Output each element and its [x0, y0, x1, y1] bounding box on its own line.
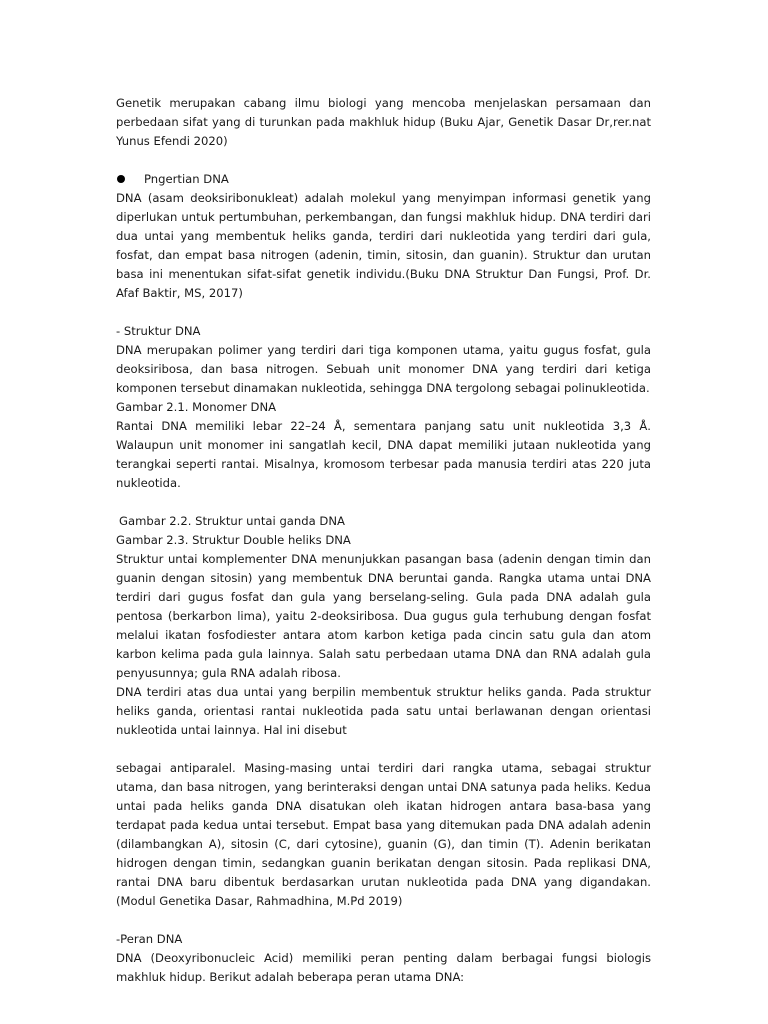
struktur-paragraph-3: Struktur untai komplementer DNA menunjukkan pasangan basa (adenin dengan timin dan guanin dengan sitosin) yang membentuk DNA beruntai ganda. Rangka utama untai DNA terdiri dari gugus fosfat dan gula yang berselang-seling. Gula pada DNA adalah gula pentosa (berkarbon lima), yaitu 2-deoksiribosa. Dua gugus gula terhubung dengan fosfat melalui ikatan fosfodiester antara atom karbon ketiga pada cincin satu gula dan atom karbon kelima pada gula lainnya. Salah satu perbedaan utama DNA dan RNA adalah gula penyusunnya; gula RNA adalah ribosa.: [116, 552, 651, 680]
figure-caption-2-1: Gambar 2.1. Monomer DNA: [116, 400, 277, 414]
spacer: [116, 493, 651, 512]
dna-definition-paragraph: DNA (asam deoksiribonukleat) adalah molekul yang menyimpan informasi genetik yang diperlukan untuk pertumbuhan, perkembangan, dan fungsi makhluk hidup. DNA terdiri dari dua untai yang membentuk heliks ganda, terdiri dari nukleotida yang terdiri dari gula, fosfat, dan empat basa nitrogen (adenin, timin, sitosin, dan guanin). Struktur dan urutan basa ini menentukan sifat-sifat genetik individu.(Buku DNA Struktur Dan Fungsi, Prof. Dr. Afaf Baktir, MS, 2017): [116, 191, 651, 300]
peran-paragraph-1: DNA (Deoxyribonucleic Acid) memiliki peran penting dalam berbagai fungsi biologis makhluk hidup. Berikut adalah beberapa peran utama DNA:: [116, 951, 651, 984]
bullet-item: [116, 170, 651, 189]
intro-paragraph: Genetik merupakan cabang ilmu biologi yang mencoba menjelaskan persamaan dan perbedaan sifat yang di turunkan pada makhluk hidup (Buku Ajar, Genetik Dasar Dr,rer.nat Yunus Efendi 2020): [116, 96, 651, 148]
struktur-heading: - Struktur DNA: [116, 324, 201, 338]
struktur-paragraph-4: DNA terdiri atas dua untai yang berpilin membentuk struktur heliks ganda. Pada struktur heliks ganda, orientasi rantai nukleotida pada satu untai berlawanan dengan orientasi nukleotida untai lainnya. Hal ini disebut: [116, 685, 651, 737]
figure-caption-2-3: Gambar 2.3. Struktur Double heliks DNA: [116, 533, 351, 547]
document-page: [116, 94, 651, 987]
bullet-icon: [117, 175, 125, 183]
bullet-heading: Pngertian DNA: [144, 172, 229, 186]
peran-heading: -Peran DNA: [116, 932, 183, 946]
spacer: [116, 151, 651, 170]
figure-caption-2-2: Gambar 2.2. Struktur untai ganda DNA: [119, 514, 345, 528]
spacer: [116, 303, 651, 322]
struktur-paragraph-1: DNA merupakan polimer yang terdiri dari tiga komponen utama, yaitu gugus fosfat, gula deoksiribosa, dan basa nitrogen. Sebuah unit monomer DNA yang terdiri dari ketiga komponen tersebut dinamakan nukleotida, sehingga DNA tergolong sebagai polinukleotida.: [116, 343, 651, 395]
spacer: [116, 911, 651, 930]
spacer: [116, 740, 651, 759]
struktur-paragraph-2: Rantai DNA memiliki lebar 22–24 Å, sementara panjang satu unit nukleotida 3,3 Å. Walaupun unit monomer ini sangatlah kecil, DNA dapat memiliki jutaan nukleotida yang terangkai seperti rantai. Misalnya, kromosom terbesar pada manusia terdiri atas 220 juta nukleotida.: [116, 419, 651, 490]
struktur-paragraph-5: sebagai antiparalel. Masing-masing untai terdiri dari rangka utama, sebagai struktur utama, dan basa nitrogen, yang berinteraksi dengan untai DNA satunya pada heliks. Kedua untai pada heliks ganda DNA disatukan oleh ikatan hidrogen antara basa-basa yang terdapat pada kedua untai tersebut. Empat basa yang ditemukan pada DNA adalah adenin (dilambangkan A), sitosin (C, dari cytosine), guanin (G), dan timin (T). Adenin berikatan hidrogen dengan timin, sedangkan guanin berikatan dengan sitosin. Pada replikasi DNA, rantai DNA baru dibentuk berdasarkan urutan nukleotida pada DNA yang digandakan.(Modul Genetika Dasar, Rahmadhina, M.Pd 2019): [116, 761, 651, 908]
